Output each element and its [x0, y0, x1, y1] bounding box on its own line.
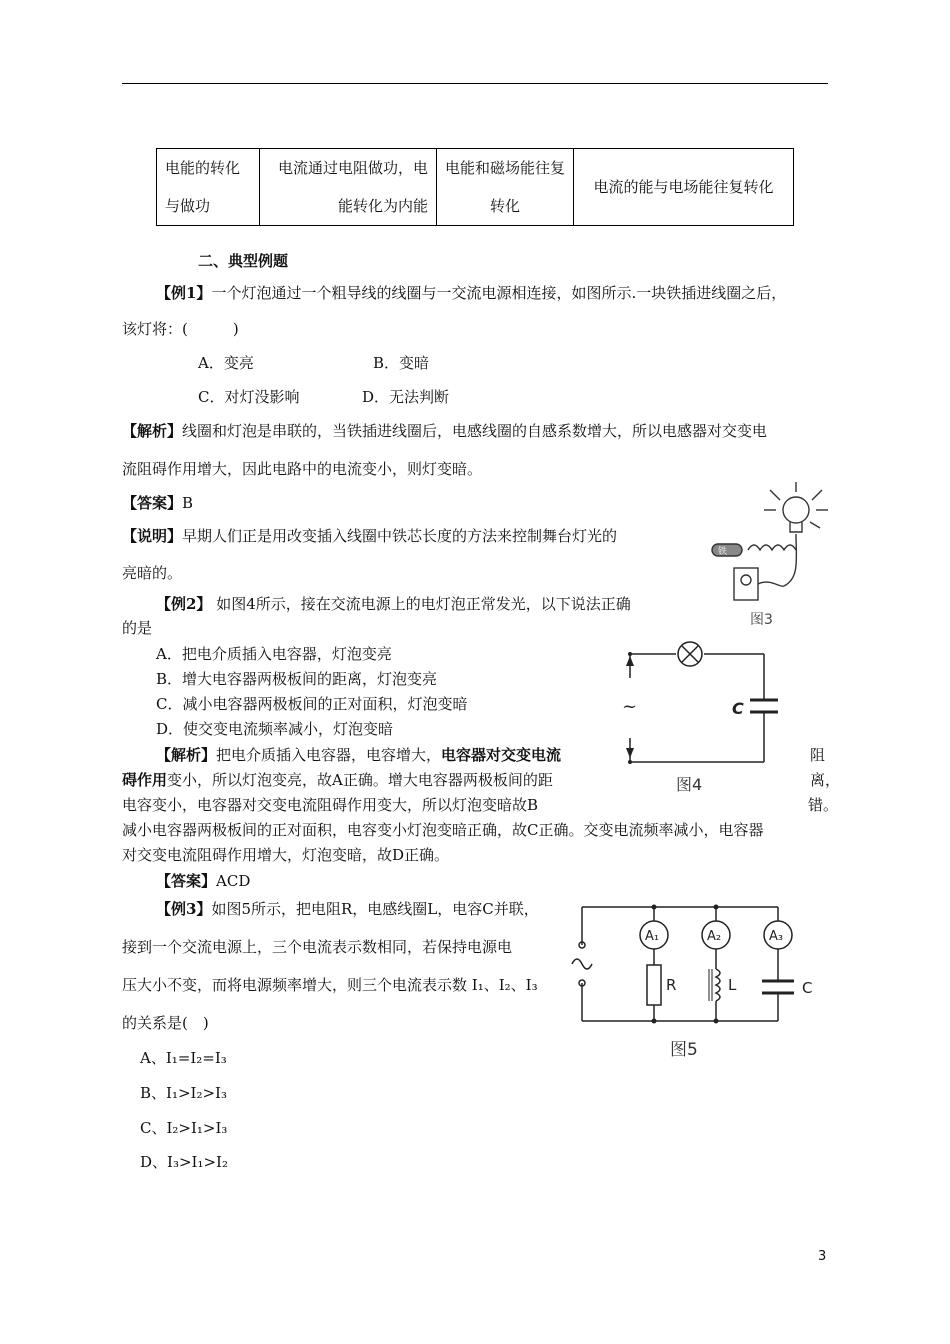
ex2-option-b: B．增大电容器两极板间的距离，灯泡变亮	[156, 670, 438, 688]
ex1-analysis-tag: 【解析】	[122, 422, 183, 440]
ex1-tag: 【例1】	[156, 284, 212, 302]
capacitor-label: C	[802, 979, 813, 997]
section-title: 二、典型例题	[198, 252, 289, 270]
table-cell: 电能的转化与做功	[157, 149, 260, 226]
ex2-analysis-line3-end: 错。	[808, 796, 839, 814]
table-cell: 电能和磁场能往复转化	[437, 149, 574, 226]
ex2-analysis-line1	[156, 744, 561, 765]
ex2-analysis-bold: 电容器对交变电流	[441, 746, 562, 764]
figure-3-lamp-sketch	[700, 478, 835, 626]
page-number: 3	[818, 1249, 827, 1264]
figure-4-circuit	[604, 632, 800, 800]
ex1-answer-tag: 【答案】	[122, 494, 183, 512]
ex2-stem-line1: 如图4所示，接在交流电源上的电灯泡正常发光，以下说法正确	[211, 595, 631, 613]
arrow-up-icon	[626, 656, 634, 666]
ex1-option-d: D．无法判断	[362, 388, 450, 406]
ex2-analysis-tag: 【解析】	[156, 746, 217, 764]
ex3-option-b: B、I₁>I₂>I₃	[140, 1084, 227, 1102]
ex2-analysis-line3: 电容变小，电容器对交变电流阻碍作用变大，所以灯泡变暗故B	[122, 796, 539, 814]
resistor-label: R	[666, 976, 677, 994]
inductor-label: L	[728, 976, 737, 994]
ex1-answer-value: B	[182, 494, 194, 512]
ex2-analysis-line1-end: 阻	[810, 746, 826, 764]
figure-3-iron-label: 铁	[718, 547, 728, 557]
bulb-icon	[783, 497, 809, 523]
ex3-tag: 【例3】	[156, 900, 212, 918]
ammeter-a3-label: A₃	[769, 929, 784, 944]
ex2-answer-tag: 【答案】	[156, 872, 217, 890]
ex2-answer-value: ACD	[216, 872, 251, 890]
ex2-option-a: A．把电介质插入电容器，灯泡变亮	[156, 645, 392, 663]
ac-source-symbol: ~	[622, 696, 638, 717]
table-cell: 电流通过电阻做功，电能转化为内能	[260, 149, 437, 226]
ex2-analysis-text: 把电介质插入电容器，电容增大，	[216, 746, 442, 764]
ex1-stem-line2: 该灯将：( )	[122, 320, 239, 338]
ex3-option-a: A、I₁=I₂=I₃	[140, 1049, 227, 1067]
ex3-stem-line2: 接到一个交流电源上，三个电流表示数相同，若保持电源电	[122, 938, 513, 956]
header-rule	[122, 83, 828, 84]
ex2-tag: 【例2】	[156, 595, 212, 613]
ex1-analysis	[122, 420, 767, 441]
ex1-note-line2: 亮暗的。	[122, 564, 183, 582]
ex2-analysis-bold2: 碍作用	[122, 771, 168, 789]
figure-5-caption: 图5	[670, 1040, 698, 1060]
ex2-analysis-text2: 变小，所以灯泡变亮，故A正确。增大电容器两极板间的距	[167, 771, 553, 789]
ex1-answer	[122, 492, 193, 513]
figure-3-caption: 图3	[750, 612, 773, 626]
ex1-stem-line1: 一个灯泡通过一个粗导线的线圈与一交流电源相连接，如图所示.一块铁插进线圈之后，	[211, 284, 787, 302]
ex2-analysis-line2-end: 离，	[810, 771, 841, 789]
ex1-note	[122, 525, 617, 546]
ex2-option-c: C．减小电容器两极板间的正对面积，灯泡变暗	[156, 695, 468, 713]
ex2-analysis-line2	[122, 769, 553, 790]
comparison-table	[156, 148, 794, 226]
ex1-stem	[156, 282, 786, 303]
ex2-analysis-line5: 对交变电流阻碍作用增大，灯泡变暗，故D正确。	[122, 846, 450, 864]
ex1-note-tag: 【说明】	[122, 527, 183, 545]
table-cell: 电流的能与电场能往复转化	[574, 149, 794, 226]
ex3-option-c: C、I₂>I₁>I₃	[140, 1119, 228, 1137]
ex1-note-line1: 早期人们正是用改变插入线圈中铁芯长度的方法来控制舞台灯光的	[182, 527, 618, 545]
figure-4-caption: 图4	[676, 775, 703, 794]
ex3-stem-line1: 如图5所示，把电阻R，电感线圈L，电容C并联，	[211, 900, 539, 918]
arrow-down-icon	[626, 748, 634, 758]
ex1-option-c: C．对灯没影响	[198, 388, 300, 406]
ex1-analysis-line1: 线圈和灯泡是串联的，当铁插进线圈后，电感线圈的自感系数增大，所以电感器对交变电	[182, 422, 768, 440]
ex1-analysis-line2: 流阻碍作用增大，因此电路中的电流变小，则灯变暗。	[122, 460, 483, 478]
table-row	[157, 149, 794, 226]
figure-5-circuit	[566, 895, 828, 1065]
ex2-answer	[156, 870, 250, 891]
ex3-stem-line4: 的关系是( )	[122, 1014, 209, 1032]
ex1-option-b: B．变暗	[373, 354, 430, 372]
ex2-stem-line2: 的是	[122, 619, 153, 637]
ammeter-a1-label: A₁	[645, 929, 660, 944]
ex1-option-a: A．变亮	[198, 354, 254, 372]
ex2-stem	[156, 593, 631, 614]
ex3-stem-line3: 压大小不变，而将电源频率增大，则三个电流表示数 I₁、I₂、I₃	[122, 976, 538, 994]
ex3-option-d: D、I₃>I₁>I₂	[140, 1153, 228, 1171]
ex2-analysis-line4: 减小电容器两极板间的正对面积，电容变小灯泡变暗正确，故C正确。交变电流频率减小，电容器	[122, 821, 764, 839]
ex2-option-d: D．使交变电流频率减小，灯泡变暗	[156, 720, 394, 738]
ammeter-a2-label: A₂	[707, 929, 722, 944]
figure-4-c-label: C	[732, 699, 744, 718]
ex3-stem	[156, 898, 539, 919]
